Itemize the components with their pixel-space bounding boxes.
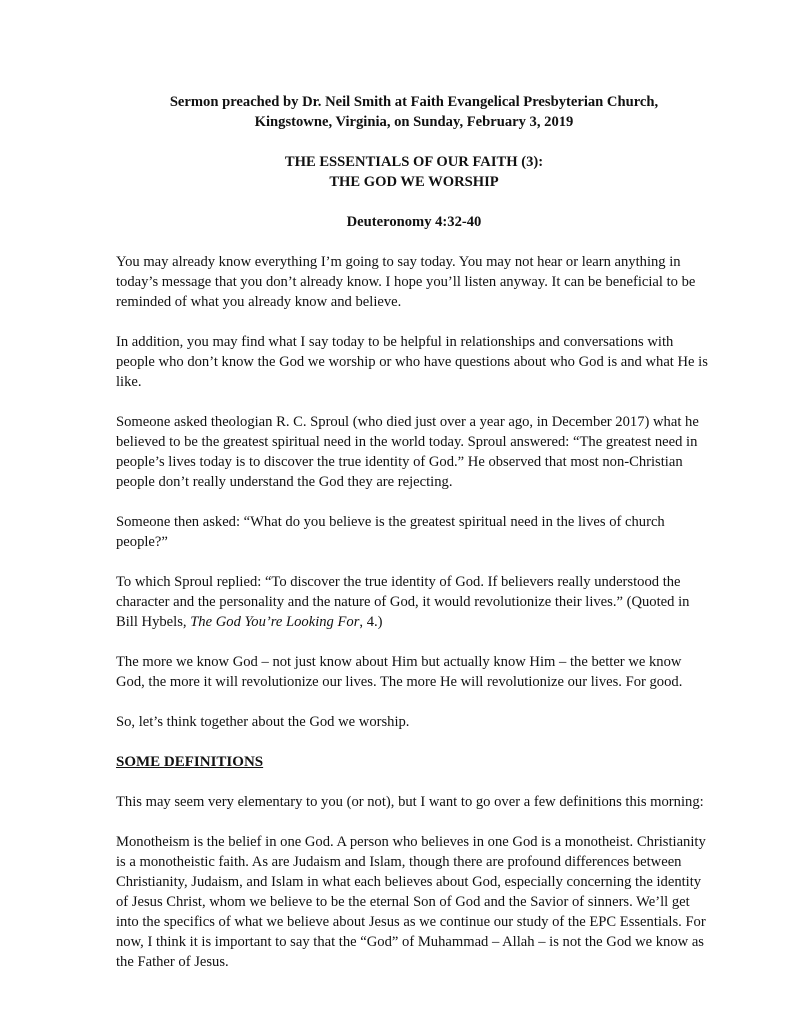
paragraph-2: In addition, you may find what I say today to be helpful in relationships and conversations with people who don’t know the God we worship or who have questions about who God is and what He is like. — [116, 334, 708, 390]
title-line-2: THE GOD WE WORSHIP — [329, 174, 499, 190]
title-line-1: THE ESSENTIALS OF OUR FAITH (3): — [284, 154, 544, 170]
sermon-header — [116, 92, 712, 132]
paragraph-5-citation: , 4.) — [359, 614, 383, 630]
header-line-1: Sermon preached by Dr. Neil Smith at Faith Evangelical Presbyterian Church, — [169, 94, 659, 110]
paragraph-7: So, let’s think together about the God we worship. — [116, 714, 410, 730]
header-line-2: Kingstowne, Virginia, on Sunday, February 3, 2019 — [254, 114, 574, 130]
paragraph-6: The more we know God – not just know about Him but actually know Him – the better we know God, the more it will revolutionize our lives. The more He will revolutionize our lives. For good. — [116, 654, 683, 690]
paragraph-4: Someone then asked: “What do you believe is the greatest spiritual need in the lives of church people?” — [116, 514, 665, 550]
book-title: The God You’re Looking For — [190, 614, 360, 630]
paragraph-5-text: To which Sproul replied: “To discover the true identity of God. If believers really understood the character and the personality and the nature of God, it would revolutionize their lives.” (Quoted in Bill Hybels, — [116, 574, 690, 630]
paragraph-1: You may already know everything I’m going to say today. You may not hear or learn anything in today’s message that you don’t already know. I hope you’ll listen anyway. It can be beneficial to be reminded of what you already know and believe. — [116, 254, 696, 310]
paragraph-9: Monotheism is the belief in one God. A person who believes in one God is a monotheist. Christianity is a monotheistic faith. As are Judaism and Islam, though there are profound differences between Christianity, Judaism, and Islam in what each believes about God, especially concerning the identity of Jesus Christ, whom we believe to be the eternal Son of God and the Savior of sinners. We’ll get into the specifics of what we believe about Jesus as we continue our study of the EPC Essentials. For now, I think it is important to say that the “God” of Muhammad – Allah – is not the God we know as the Father of Jesus. — [116, 834, 706, 970]
paragraph-8: This may seem very elementary to you (or not), but I want to go over a few definitions this morning: — [116, 794, 704, 810]
sermon-title — [116, 152, 712, 192]
scripture-reference: Deuteronomy 4:32-40 — [346, 214, 482, 230]
section-heading: SOME DEFINITIONS — [116, 754, 264, 770]
paragraph-3: Someone asked theologian R. C. Sproul (who died just over a year ago, in December 2017) what he believed to be the greatest spiritual need in the world today. Sproul answered: “The greatest need in people’s lives today is to discover the true identity of God.” He observed that most non-Christian people don’t really understand the God they are rejecting. — [116, 414, 699, 490]
sermon-content — [116, 92, 712, 972]
paragraph-5 — [116, 572, 712, 632]
